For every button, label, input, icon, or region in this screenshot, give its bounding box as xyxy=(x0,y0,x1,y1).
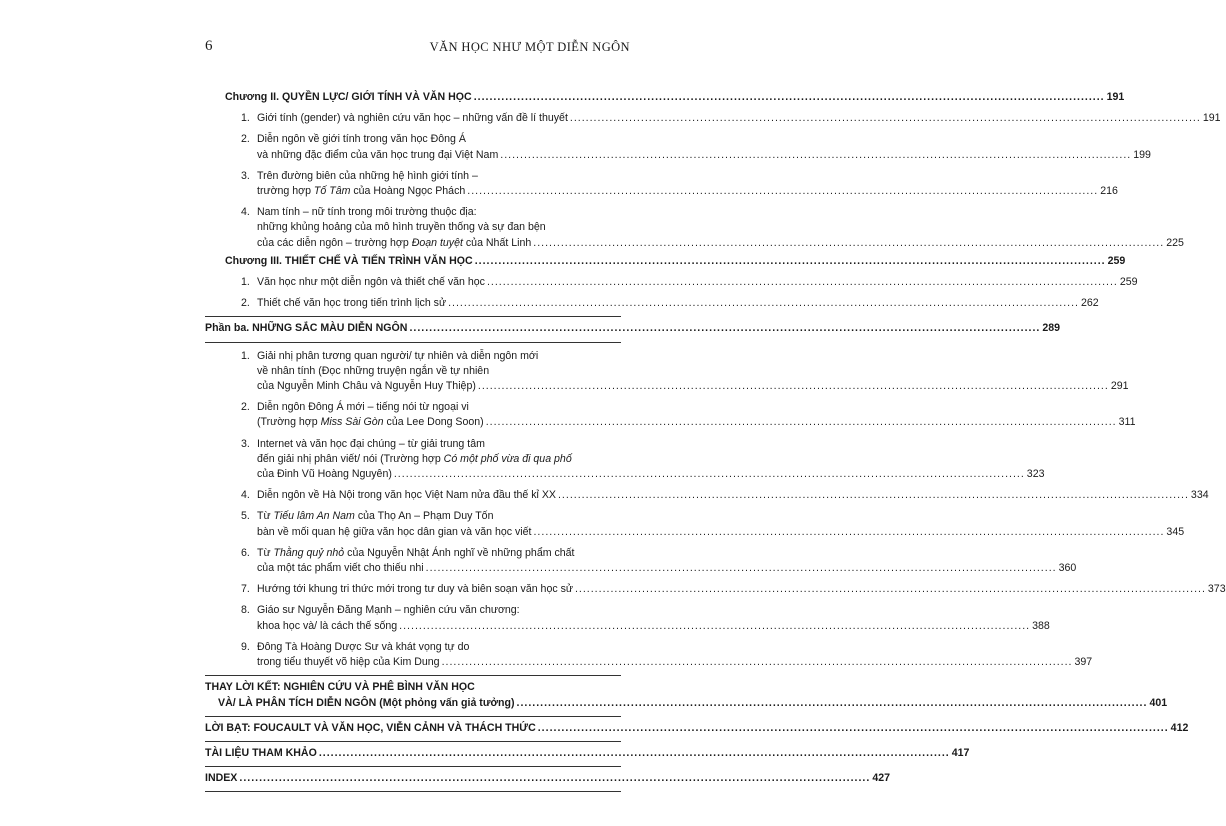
item-number: 1. xyxy=(241,349,250,362)
chapter-title: Chương III. THIẾT CHẾ VÀ TIẾN TRÌNH VĂN HỌC xyxy=(225,254,473,267)
divider xyxy=(205,741,621,742)
leader-dots xyxy=(486,415,1117,430)
leader-dots xyxy=(442,655,1073,670)
page-ref: 401 xyxy=(1149,696,1168,709)
toc-item[interactable] xyxy=(205,509,1185,539)
item-text: đến giải nhị phân viết/ nói (Trường hợp xyxy=(257,452,444,465)
page-ref: 373 xyxy=(1207,583,1226,596)
toc-item[interactable] xyxy=(205,400,1136,430)
toc-afterword[interactable] xyxy=(205,680,1168,710)
item-text: Giáo sư Nguyễn Đăng Mạnh – nghiên cứu văn chương: xyxy=(257,604,520,617)
page-ref: 289 xyxy=(1042,322,1061,335)
postscript-title: LỜI BẠT: FOUCAULT VÀ VĂN HỌC, VIỄN CẢNH VÀ THÁCH THỨC xyxy=(205,721,536,734)
leader-dots xyxy=(575,582,1206,597)
item-text: trong tiểu thuyết võ hiệp của Kim Dung xyxy=(257,656,440,669)
leader-dots xyxy=(570,111,1201,126)
leader-dots xyxy=(500,148,1131,163)
afterword-title: THAY LỜI KẾT: NGHIÊN CỨU VÀ PHÊ BÌNH VĂN HỌC xyxy=(205,681,475,694)
work-title: Miss Sài Gòn xyxy=(320,416,384,429)
item-text: bàn về mối quan hệ giữa văn học dân gian và văn học viết xyxy=(257,525,532,538)
toc-chapter-3[interactable] xyxy=(205,254,1126,269)
toc-item[interactable] xyxy=(205,205,1184,251)
page-ref: 427 xyxy=(872,772,891,785)
item-number: 2. xyxy=(241,401,250,414)
page-ref: 360 xyxy=(1058,562,1077,575)
page-ref: 291 xyxy=(1110,380,1129,393)
item-text: Từ xyxy=(257,510,274,523)
item-text: của các diễn ngôn – trường hợp xyxy=(257,236,412,249)
table-of-contents xyxy=(205,90,1226,796)
page-ref: 262 xyxy=(1081,297,1099,310)
toc-item[interactable] xyxy=(205,546,1077,576)
divider xyxy=(205,716,621,717)
toc-item[interactable] xyxy=(205,132,1151,162)
divider xyxy=(205,766,621,767)
page-ref: 323 xyxy=(1026,468,1045,481)
item-text: và những đặc điểm của văn học trung đại Việt Nam xyxy=(257,148,499,161)
item-text: (Trường hợp xyxy=(257,416,321,429)
page-ref: 199 xyxy=(1133,148,1151,161)
page-ref: 259 xyxy=(1107,254,1126,267)
item-text: Từ xyxy=(257,546,274,559)
item-number: 2. xyxy=(241,297,250,310)
divider xyxy=(205,316,621,317)
leader-dots xyxy=(474,90,1105,105)
page-ref: 412 xyxy=(1170,721,1189,734)
index-title: INDEX xyxy=(205,772,238,785)
toc-item[interactable] xyxy=(205,488,1209,503)
afterword-title: VÀ/ LÀ PHÂN TÍCH DIỄN NGÔN (Một phỏng vấn giả tưởng) xyxy=(218,696,515,709)
toc-postscript[interactable] xyxy=(205,721,1189,736)
toc-references[interactable] xyxy=(205,746,970,761)
leader-dots xyxy=(558,488,1189,503)
item-text: của một tác phẩm viết cho thiếu nhi xyxy=(257,562,424,575)
item-number: 1. xyxy=(241,276,250,289)
item-text: Trên đường biên của những hệ hình giới tính – xyxy=(257,169,478,182)
leader-dots xyxy=(394,467,1025,482)
toc-item[interactable] xyxy=(205,296,1099,311)
item-text: của Hoàng Ngọc Phách xyxy=(350,185,466,198)
item-number: 6. xyxy=(241,546,250,559)
leader-dots xyxy=(533,525,1164,540)
page-ref: 397 xyxy=(1074,656,1093,669)
toc-item[interactable] xyxy=(205,169,1118,199)
page-ref: 191 xyxy=(1106,91,1125,103)
leader-dots xyxy=(448,296,1079,311)
item-number: 4. xyxy=(241,206,250,219)
work-title: Tiếu lâm An Nam xyxy=(273,510,355,523)
page-ref: 259 xyxy=(1119,276,1138,289)
item-text: của Nguyễn Minh Châu và Nguyễn Huy Thiệp) xyxy=(257,380,476,393)
item-text: của Lee Dong Soon) xyxy=(383,416,484,429)
item-text: Diễn ngôn về giới tính trong văn học Đông Á xyxy=(257,133,466,146)
item-text: Thiết chế văn học trong tiến trình lịch sử xyxy=(257,297,447,310)
item-number: 4. xyxy=(241,489,250,502)
running-title: VĂN HỌC NHƯ MỘT DIỄN NGÔN xyxy=(429,40,630,54)
item-text: về nhân tính (Đọc những truyện ngắn về tự nhiên xyxy=(257,364,490,377)
page-ref: 417 xyxy=(951,746,970,759)
leader-dots xyxy=(478,379,1109,394)
item-number: 7. xyxy=(241,583,250,596)
leader-dots xyxy=(538,721,1169,736)
item-text: trường hợp xyxy=(257,185,314,198)
leader-dots xyxy=(319,746,950,761)
page-ref: 225 xyxy=(1166,236,1184,249)
chapter-title: Chương II. QUYỀN LỰC/ GIỚI TÍNH VÀ VĂN HỌC xyxy=(225,91,472,103)
item-number: 5. xyxy=(241,510,250,523)
page-ref: 345 xyxy=(1166,525,1185,538)
item-text: Giới tính (gender) và nghiên cứu văn học – những vấn đề lí thuyết xyxy=(257,112,568,125)
item-text: của Nhất Linh xyxy=(462,236,532,249)
work-title: Thằng quỷ nhỏ xyxy=(273,546,345,559)
leader-dots xyxy=(517,696,1148,711)
divider xyxy=(205,675,621,676)
toc-item[interactable] xyxy=(205,111,1221,126)
leader-dots xyxy=(533,236,1164,251)
toc-index[interactable] xyxy=(205,771,891,786)
divider xyxy=(205,791,621,792)
toc-item[interactable] xyxy=(205,640,1093,670)
work-title: Có một phố vừa đi qua phố xyxy=(443,452,572,465)
leader-dots xyxy=(399,619,1030,634)
leader-dots xyxy=(409,321,1040,336)
item-text: Diễn ngôn về Hà Nội trong văn học Việt Nam nửa đầu thế kỉ XX xyxy=(257,489,556,502)
item-text: Internet và văn học đại chúng – từ giải trung tâm xyxy=(257,437,485,450)
item-text: Đông Tà Hoàng Dược Sư và khát vọng tự do xyxy=(257,640,470,653)
page-ref: 311 xyxy=(1118,416,1136,429)
leader-dots xyxy=(426,561,1057,576)
toc-chapter-2[interactable] xyxy=(205,90,1125,105)
item-text: Nam tính – nữ tính trong môi trường thuộc địa: xyxy=(257,206,477,219)
item-number: 3. xyxy=(241,437,250,450)
item-text: Diễn ngôn Đông Á mới – tiếng nói từ ngoại vi xyxy=(257,401,469,414)
page-ref: 191 xyxy=(1202,112,1221,125)
part-title: Phần ba. NHỮNG SẮC MÀU DIỄN NGÔN xyxy=(205,322,408,335)
item-number: 9. xyxy=(241,640,250,653)
item-text: Giải nhị phân tương quan người/ tự nhiên và diễn ngôn mới xyxy=(257,349,539,362)
item-text: khoa học và/ là cách thế sống xyxy=(257,619,398,632)
page-ref: 216 xyxy=(1100,185,1118,198)
toc-item[interactable] xyxy=(205,437,1045,483)
references-title: TÀI LIỆU THAM KHẢO xyxy=(205,746,317,759)
item-number: 1. xyxy=(241,112,250,125)
item-number: 3. xyxy=(241,169,250,182)
work-title: Đoạn tuyệt xyxy=(411,236,463,249)
work-title: Tố Tâm xyxy=(313,185,351,198)
toc-item[interactable] xyxy=(205,349,1129,395)
item-text: của Thọ An – Phạm Duy Tốn xyxy=(354,510,494,523)
item-text: Văn học như một diễn ngôn và thiết chế văn học xyxy=(257,276,485,289)
page-ref: 334 xyxy=(1190,489,1209,502)
divider xyxy=(205,342,621,343)
leader-dots xyxy=(487,275,1118,290)
leader-dots xyxy=(475,254,1106,269)
page-ref: 388 xyxy=(1032,619,1050,632)
item-number: 8. xyxy=(241,604,250,617)
toc-part-3[interactable] xyxy=(205,321,1061,336)
leader-dots xyxy=(467,184,1098,199)
item-text: của Đinh Vũ Hoàng Nguyên) xyxy=(257,468,392,481)
toc-item[interactable] xyxy=(205,603,1050,633)
leader-dots xyxy=(239,771,870,786)
toc-item[interactable] xyxy=(205,275,1138,290)
toc-item[interactable] xyxy=(205,582,1226,597)
item-text: của Nguyễn Nhật Ánh nghĩ về những phẩm chất xyxy=(344,546,575,559)
item-number: 2. xyxy=(241,133,250,146)
page-number: 6 xyxy=(205,38,213,54)
item-text: Hướng tới khung tri thức mới trong tư duy và biên soạn văn học sử xyxy=(257,583,573,596)
item-text: những khủng hoảng của mô hình truyền thống và sự đan bện xyxy=(257,221,546,234)
